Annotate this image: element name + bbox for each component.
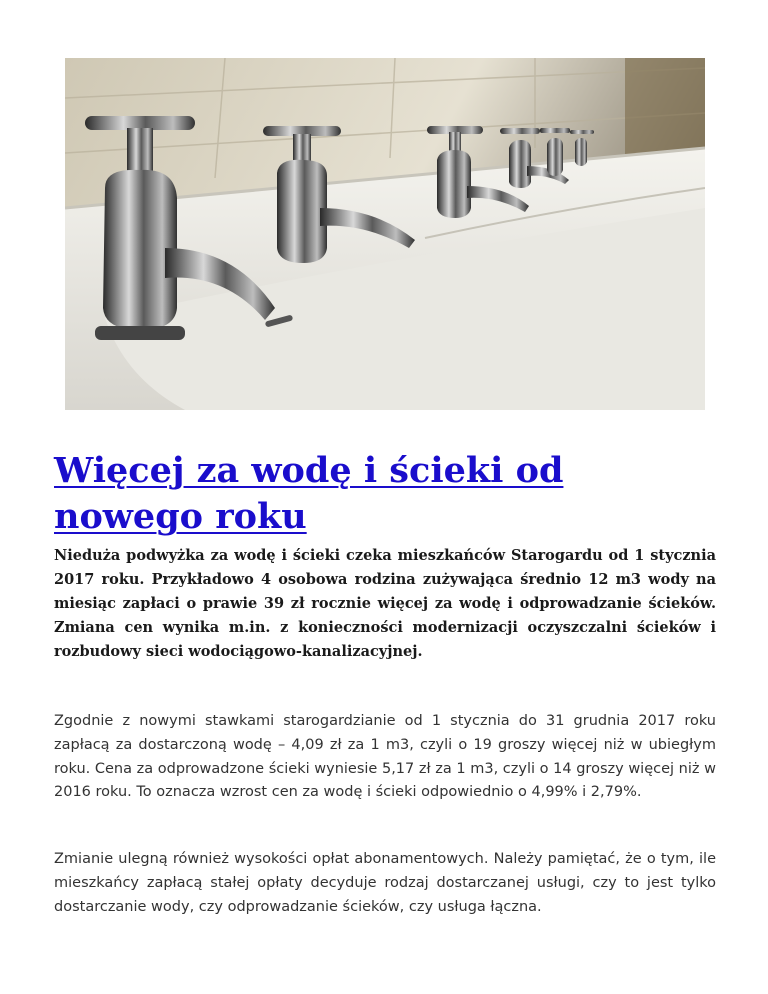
taps-photo-illustration bbox=[65, 58, 705, 410]
article-paragraph: Zmianie ulegną również wysokości opłat abonamentowych. Należy pamiętać, że o tym, ile mieszkańcy zapłacą stałej opłaty decyduje rodzaj dostarczanej usługi, czy to jest tylko dostarczanie wody, czy odprowadzanie ścieków, czy usługa łączna. bbox=[54, 851, 716, 915]
article-paragraph: Zgodnie z nowymi stawkami starogardzianie od 1 stycznia do 31 grudnia 2017 roku zapłacą za dostarczoną wodę – 4,09 zł za 1 m3, czyli o 19 groszy więcej niż w ubiegłym roku. Cena za odprowadzone ścieki wyniesie 5,17 zł za 1 m3, czyli o 14 groszy więcej niż w 2016 roku. To oznacza wzrost cen za wodę i ścieki odpowiednio o 4,99% i 2,79%. bbox=[54, 713, 716, 801]
article-photo bbox=[65, 58, 705, 410]
article-title[interactable]: Więcej za wodę i ścieki od nowego roku bbox=[54, 450, 564, 537]
article-lead: Nieduża podwyżka za wodę i ścieki czeka mieszkańców Starogardu od 1 stycznia 2017 roku. Przykładowo 4 osobowa rodzina zużywająca średnio 12 m3 wody na miesiąc zapłaci o prawie 39 zł rocznie więcej za wodę i odprowadzanie ścieków. Zmiana cen wynika m.in. z konieczności modernizacji oczyszczalni ścieków i rozbudowy sieci wodociągowo-kanalizacyjnej. bbox=[54, 547, 716, 660]
